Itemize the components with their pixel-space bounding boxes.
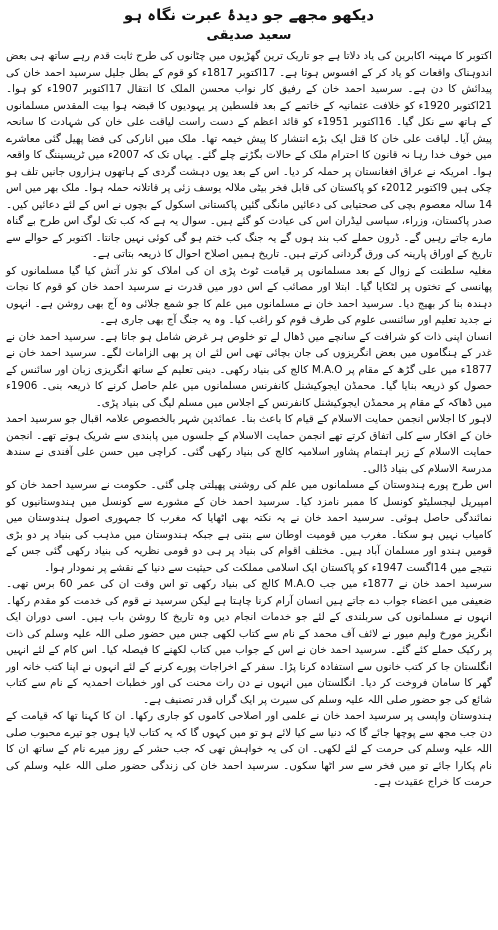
article-paragraph: لاہور کا اجلاس انجمن حمایت الاسلام کے قیام کا باعث بنا۔ عمائدین شہر بالخصوص علامہ اقبال جو سرسید احمد خان کے افکار سے کلی اتفاق کرتے تھے انجمن حمایت الاسلام کے جلسوں میں پابندی سے شریک ہوتے تھے۔ انجمن حمایت الاسلام کے زیر اہتمام پشاور اسلامیہ کالج کی بنیاد رکھی گئی۔ کراچی میں حسن علی آفندی نے سندھ مدرسۃ الاسلام کی بنیاد ڈالی۔	[6, 413, 492, 475]
article-paragraph: انسان اپنی ذات کو شرافت کے سانچے میں ڈھال لے تو خلوص ہر غرض شامل ہو جاتا ہے۔ سرسید احمد خان نے غدر کے ہنگاموں میں بعض انگریزوں کی جان بچائی تھی اس لئے ان پر بھی الزامات لگے۔ سرسید احمد خان نے 1877ء میں علی گڑھ کے مقام پر M.A.O کالج کی بنیاد رکھی۔ دینی تعلیم کے ساتھ انگریزی زبان اور سائنس کے حصول کو ذریعہ بنایا گیا۔ محمڈن ایجوکیشنل کانفرنس مسلمانوں میں علم حاصل کرنے کا ذریعہ بنی۔ 1906ء میں ڈھاکہ کے مقام پر محمڈن ایجوکیشنل کانفرنس کے اجلاس میں مسلم لیگ کی بنیاد پڑی۔	[6, 330, 492, 409]
article-paragraph: ہندوستان واپسی پر سرسید احمد خان نے علمی اور اصلاحی کاموں کو جاری رکھا۔ ان کا کہنا تھا کہ قیامت کے دن جب مجھ سے پوچھا جائے گا کہ دنیا سے کیا لائے ہو تو میں کہوں گا کہ یہ کتاب لایا ہوں جو تیرے محبوب صلی اللہ علیہ وسلم کی حرمت کے لئے لکھی۔ ان کی یہ خواہش تھی کہ جب حشر کے روز میرے نام کے ساتھ ان کا نام پکارا جائے تو میں فخر سے سر اٹھا سکوں۔ سرسید احمد خان کی زندگی حضور صلی اللہ علیہ وسلم کی حرمت کا خراج عقیدت ہے۔	[6, 710, 492, 788]
article-paragraph: اکتوبر کا مہینہ اکابرین کی یاد دلاتا ہے جو تاریک ترین گھڑیوں میں چٹانوں کی طرح ثابت قدم رہے ساتھ ہی بعض اندوہناک واقعات کو یاد کر کے افسوس ہوتا ہے۔ 17اکتوبر 1817ء کو قوم کے بطل جلیل سرسید احمد خان کی پیدائش کا دن ہے۔ سرسید احمد خان کے رفیق کار نواب محسن الملک کا انتقال 17اکتوبر 1907ء کو ہوا۔ 21اکتوبر 1920ء کو خلافت عثمانیہ کے خاتمے کے بعد فلسطین پر یہودیوں کا قبضہ ہوا بیت المقدس مسلمانوں کے ہاتھ سے نکل گیا۔ 16اکتوبر 1951ء کو قائد اعظم کے دست راست لیاقت علی خان کی شہادت کا سانحہ پیش آیا۔ لیاقت علی خان کا قتل ایک بڑے انتشار کا پیش خیمہ تھا۔ ملک میں انارکی کی فضا پھیل گئی معاشرے میں خوف خدا رہا نہ قانون کا احترام ملک کے حالات بگڑتے چلے گئے۔ یہاں تک کہ 2007ء میں ٹریسیننگ کا واقعہ ہوا۔ امریکہ نے عراق افغانستان پر حملہ کر دیا۔ اس کے بعد یوں دہشت گردی کے ہاتھوں ہزاروں جانیں تلف ہو چکی ہیں 9اکتوبر 2012ء کو پاکستان کی قابل فخر بیٹی ملالہ یوسف زئی پر قاتلانہ حملہ ہوا۔ ملک بھر میں اس 14 سالہ معصوم بچی کی صحتیابی کی دعائیں مانگی گئیں پاکستانی اسکول کے بچوں نے اس کے لئے دعائیں کیں۔ صدر پاکستان، وزراء، سیاسی لیڈران اس کی عیادت کو گئے ہیں۔ سوال یہ ہے کہ کب تک لوگ اس طرح بے گناہ مارے جاتے رہیں گے۔ ڈرون حملے کب بند ہوں گے یہ جنگ کب ختم ہو گی کوئی نہیں جانتا۔ اکتوبر کے حوالے سے تاریخ کے اوراق پارینہ کی ورق گردانی کرتے ہیں۔ تاریخ ہمیں اصلاح احوال کا ذریعہ بتاتی ہے۔	[6, 50, 493, 260]
article-paragraph: مغلیہ سلطنت کے زوال کے بعد مسلمانوں پر قیامت ٹوٹ پڑی ان کی املاک کو نذر آتش کیا گیا مسلمانوں کو پھانسی کے تختوں پر لٹکایا گیا۔ ابتلا اور مصائب کے اس دور میں قدرت نے سرسید احمد خان کو قوم کا نجات دہندہ بنا کر بھیج دیا۔ سرسید احمد خان نے مسلمانوں میں علم کا جو شمع جلائی وہ آج بھی روشن ہے۔ انہوں نے جدید تعلیم اور سائنسی علوم کی طرف قوم کو راغب کیا۔ وہ یہ جنگ آج بھی جاری ہے۔	[6, 264, 492, 326]
article-paragraph: اس طرح پورے ہندوستان کے مسلمانوں میں علم کی روشنی پھیلتی چلی گئی۔ حکومت نے سرسید احمد خان کو امپیریل لیجسلیٹو کونسل کا ممبر نامزد کیا۔ سرسید احمد خان کے مشورے سے کونسل میں ہندوستانیوں کو نمائندگی حاصل ہوئی۔ سرسید احمد خان نے یہ نکتہ بھی اٹھایا کہ مغرب کا جمہوری اصول ہندوستان میں کامیاب نہیں ہو سکتا۔ مغرب میں قومیت اوطان سے بنتی ہے جبکہ ہندوستان میں مذہب کی بنیاد پر دو بڑی قومیں ہندو اور مسلمان آباد ہیں۔ مختلف اقوام کی بنیاد پر ہی دو قومی نظریہ کی بنیاد رکھی گئی جس کے نتیجے میں 14اگست 1947ء کو پاکستان ایک اسلامی مملکت کی حیثیت سے دنیا کے نقشے پر نمودار ہوا۔	[6, 479, 492, 574]
article-title: دیکھو مجھے جو دیدۂ عبرت نگاہ ہو	[123, 6, 375, 24]
article-paragraph: سرسید احمد خان نے 1877ء میں جب M.A.O کالج کی بنیاد رکھی تو اس وقت ان کی عمر 60 برس تھی۔ ضعیفی میں اعضاء جواب دے جاتے ہیں انسان آرام کرنا چاہتا ہے لیکن سرسید نے قوم کی خدمت کو مقدم رکھا۔ انہوں نے مسلمانوں کی سربلندی کے لئے جو خدمات انجام دیں وہ تاریخ کا روشن باب ہیں۔ اسی دوران ایک انگریز مورخ ولیم میور نے لائف آف محمد کے نام سے کتاب لکھی جس میں حضور صلی اللہ علیہ وسلم کی ذات پر رکیک حملے کئے گئے۔ سرسید احمد خان نے اس کے جواب میں کتاب لکھنے کا فیصلہ کیا۔ اس کام کے لئے انہیں انگلستان جا کر کتب خانوں سے استفادہ کرنا پڑا۔ سفر کے اخراجات پورے کرنے کے لئے انہوں نے اپنا کتب خانہ اور گھر کا سامان فروخت کر دیا۔ انگلستان میں انہوں نے دن رات محنت کی اور خطبات احمدیہ کے نام سے کتاب شائع کی جو حضور صلی اللہ علیہ وسلم کی سیرت پر ایک گراں قدر تصنیف ہے۔	[6, 578, 492, 706]
article-author: سعید صدیقی	[206, 28, 292, 43]
